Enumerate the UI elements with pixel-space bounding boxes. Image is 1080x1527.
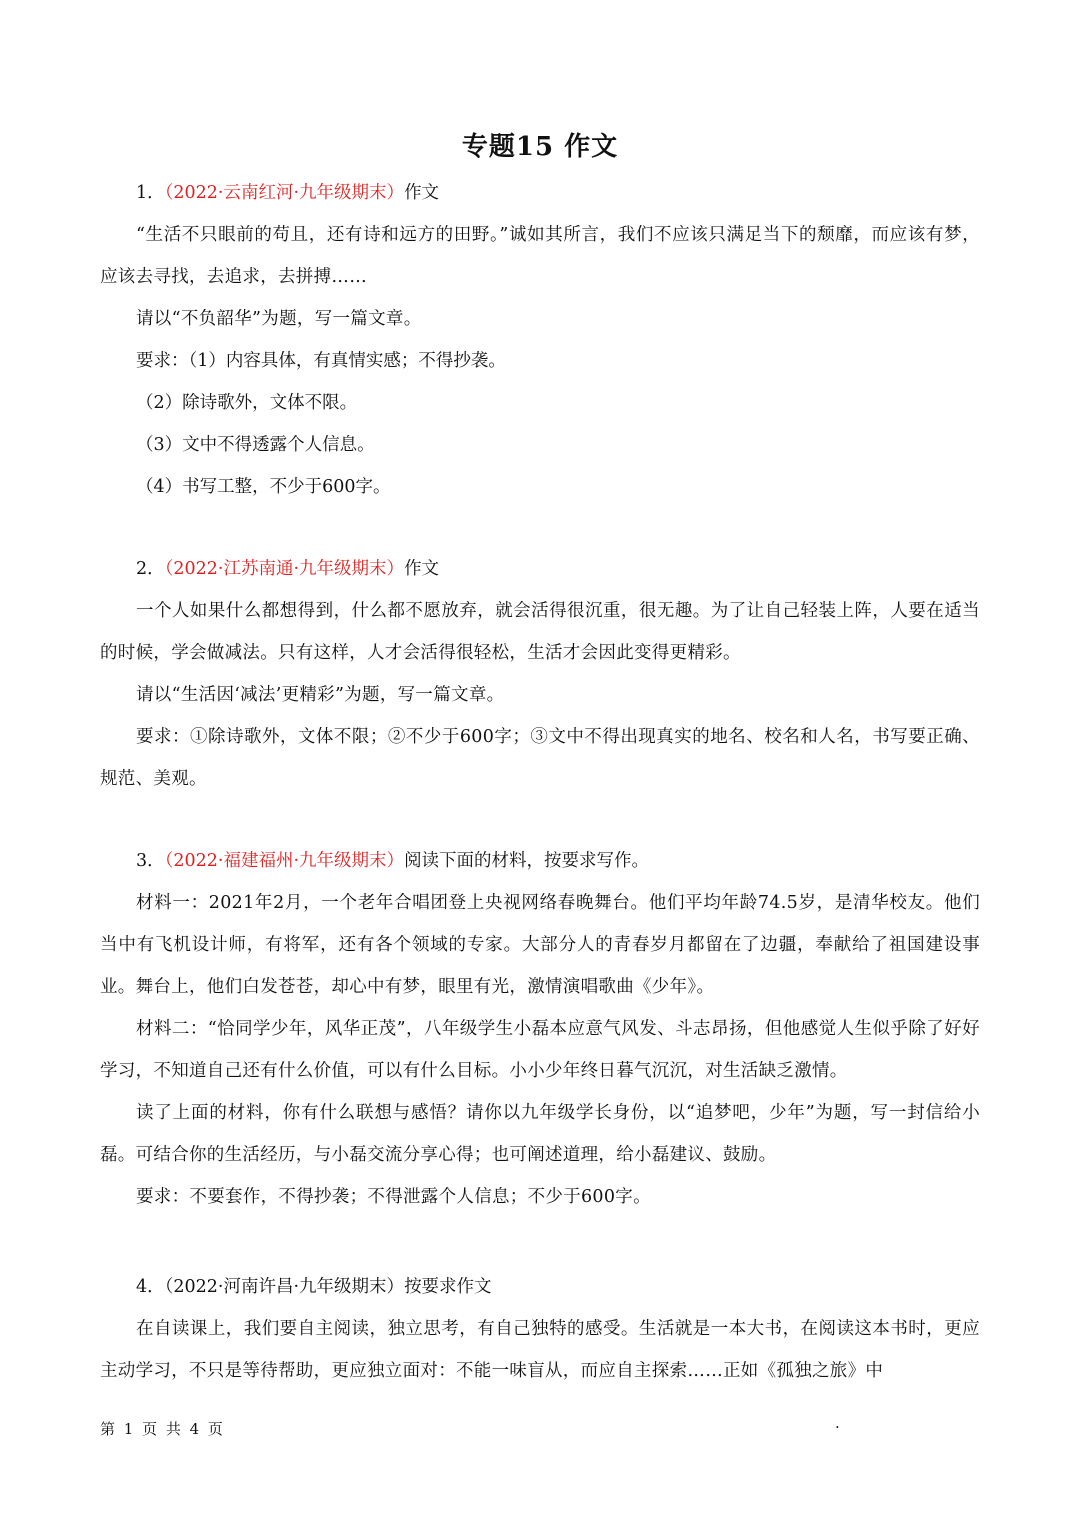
question-2 xyxy=(100,548,980,800)
question-requirement: （2）除诗歌外，文体不限。 xyxy=(136,393,358,413)
question-heading xyxy=(100,840,980,882)
question-paragraph: 要求：①除诗歌外，文体不限；②不少于600字；③文中不得出现真实的地名、校名和人名，书写要正确、规范、美观。 xyxy=(100,727,980,789)
question-paragraph: 要求：不要套作，不得抄袭；不得泄露个人信息；不少于600字。 xyxy=(136,1187,651,1207)
question-number: 1． xyxy=(136,183,165,203)
question-paragraph: 材料一：2021年2月，一个老年合唱团登上央视网络春晚舞台。他们平均年龄74.5岁，是清华校友。他们当中有飞机设计师，有将军，还有各个领域的专家。大部分人的青春岁月都留在了边疆，奉献给了祖国建设事业。舞台上，他们白发苍苍，却心中有梦，眼里有光，激情演唱歌曲《少年》。 xyxy=(100,893,980,997)
question-1 xyxy=(100,172,980,508)
document-body xyxy=(100,172,980,1392)
question-type: 按要求作文 xyxy=(404,1277,492,1297)
question-number: 2． xyxy=(136,559,165,579)
question-requirement: （4）书写工整，不少于600字。 xyxy=(136,477,391,497)
question-requirement: （3）文中不得透露个人信息。 xyxy=(136,435,375,455)
question-paragraph: 请以“生活因‘减法’更精彩”为题，写一篇文章。 xyxy=(136,685,505,705)
question-heading xyxy=(100,548,980,590)
question-paragraph: 在自读课上，我们要自主阅读，独立思考，有自己独特的感受。生活就是一本大书，在阅读这本书时，更应主动学习，不只是等待帮助，更应独立面对：不能一味盲从，而应自主探索……正如《孤独之旅》中 xyxy=(100,1319,980,1381)
question-requirement: 要求：（1）内容具体，有真情实感；不得抄袭。 xyxy=(136,351,506,371)
question-source: （2022·河南许昌·九年级期末） xyxy=(164,1277,405,1297)
question-source: （2022·福建福州·九年级期末） xyxy=(164,851,405,871)
question-heading xyxy=(100,1266,980,1308)
question-source: （2022·云南红河·九年级期末） xyxy=(164,183,405,203)
question-type: 作文 xyxy=(404,183,440,203)
question-paragraph: 读了上面的材料，你有什么联想与感悟？请你以九年级学长身份，以“追梦吧，少年”为题，写一封信给小磊。可结合你的生活经历，与小磊交流分享心得；也可阐述道理，给小磊建议、鼓励。 xyxy=(100,1103,980,1165)
question-type: 作文 xyxy=(404,559,440,579)
page-footer: 第 1 页 共 4 页 xyxy=(100,1420,225,1438)
question-heading xyxy=(100,172,980,214)
footer-dot: . xyxy=(835,1414,840,1432)
question-paragraph: 请以“不负韶华”为题，写一篇文章。 xyxy=(136,309,422,329)
question-4 xyxy=(100,1266,980,1392)
question-number: 3． xyxy=(136,851,165,871)
question-source: （2022·江苏南通·九年级期末） xyxy=(164,559,405,579)
document-title: 专题15 作文 xyxy=(461,132,619,162)
question-paragraph: “生活不只眼前的苟且，还有诗和远方的田野。”诚如其所言，我们不应该只满足当下的颓靡，而应该有梦，应该去寻找，去追求，去拼搏…… xyxy=(100,225,980,287)
question-type: 阅读下面的材料，按要求写作。 xyxy=(404,851,650,871)
question-paragraph: 一个人如果什么都想得到，什么都不愿放弃，就会活得很沉重，很无趣。为了让自己轻装上阵，人要在适当的时候，学会做减法。只有这样，人才会活得很轻松，生活才会因此变得更精彩。 xyxy=(100,601,980,663)
question-3 xyxy=(100,840,980,1218)
question-number: 4． xyxy=(136,1277,165,1297)
question-paragraph: 材料二：“恰同学少年，风华正茂”，八年级学生小磊本应意气风发、斗志昂扬，但他感觉人生似乎除了好好学习，不知道自己还有什么价值，可以有什么目标。小小少年终日暮气沉沉，对生活缺乏激情。 xyxy=(100,1019,980,1081)
